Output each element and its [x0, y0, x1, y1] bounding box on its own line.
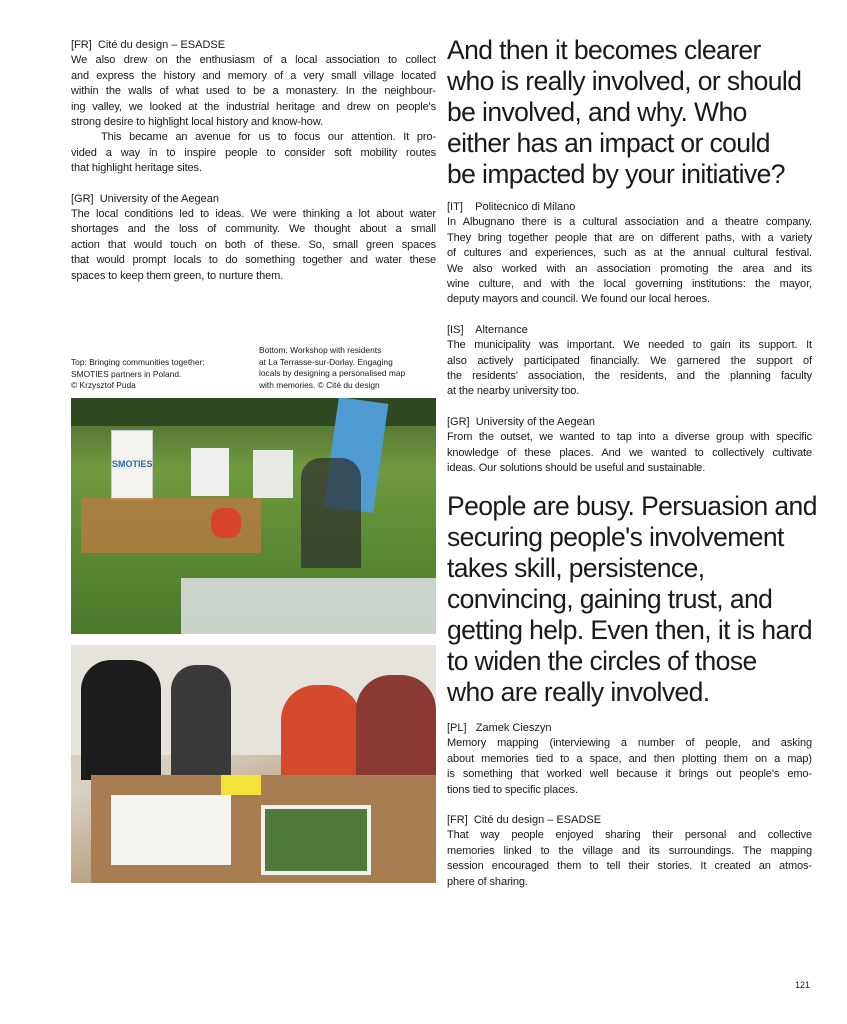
section-heading: [GR] University of the Aegean: [447, 415, 595, 428]
body-line: We also worked with an association promoting the area and its: [447, 262, 812, 275]
body-line: In Albugnano there is a cultural association and a theatre company.: [447, 216, 812, 229]
body-line: This became an avenue for us to focus our attention. It pro-: [101, 131, 436, 144]
body-line: the residents' association, the residents, and the planning faculty: [447, 370, 812, 383]
caption-line: © Krzysztof Puda: [71, 380, 136, 390]
text-block: [447, 415, 812, 477]
quote-line: be impacted by your initiative?: [447, 159, 785, 189]
body-line: They bring together people that are on different paths, with a variety: [447, 231, 812, 244]
caption-line: at La Terrasse-sur-Dorlay. Engaging: [259, 356, 393, 367]
caption-line: SMOTIES partners in Poland.: [71, 368, 182, 379]
body-line: The municipality was important. We needed to gain its support. It: [447, 339, 812, 352]
caption-line: locals by designing a personalised map: [259, 368, 406, 378]
body-line: within the walls of what used to be a monastery. In the neighbour-: [71, 85, 436, 98]
body-line: that highlight heritage sites.: [71, 162, 202, 175]
caption-line: Top: Bringing communities together:: [71, 357, 205, 367]
body-line: of cultures and experiences, such as at the annual cultural festival.: [447, 247, 812, 260]
body-line: strong desire to highlight local history and know-how.: [71, 116, 324, 129]
section-heading: [FR] Cité du design – ESADSE: [71, 39, 226, 51]
body-line: ing valley, we looked at the industrial heritage and drew on people's: [71, 100, 436, 113]
text-block: [447, 200, 812, 308]
section-heading: [GR] University of the Aegean: [71, 192, 219, 205]
body-line: ideas. Our solutions should be useful and sustainable.: [447, 462, 706, 475]
body-line: is something that worked well because it brings out people's emo-: [447, 768, 812, 781]
quote-line: securing people's involvement: [447, 522, 784, 552]
quote-line: convincing, gaining trust, and: [447, 584, 773, 614]
body-line: about memories tied to a space, and then plotting them on a map): [447, 752, 812, 765]
quote-line: either has an impact or could: [447, 128, 770, 158]
caption-line: Bottom: Workshop with residents: [259, 345, 382, 355]
body-line: session encouraged them to tell their stories. It created an atmos-: [447, 860, 812, 873]
text-block: [71, 38, 436, 177]
pull-quote-1: [447, 35, 827, 190]
body-line: knowledge of these places. And we wanted to collectively cultivate: [447, 446, 812, 459]
quote-line: who are really involved.: [447, 677, 710, 707]
body-line: That way people enjoyed sharing their personal and collective: [447, 829, 812, 842]
body-line: phere of sharing.: [447, 875, 528, 888]
quote-line: And then it becomes clearer: [447, 35, 761, 65]
quote-line: People are busy. Persuasion and: [447, 491, 817, 521]
quote-line: takes skill, persistence,: [447, 553, 705, 583]
body-line: that would prompt locals to do something together and water these: [71, 254, 436, 267]
body-line: spaces to keep them green, to nurture them.: [71, 269, 284, 282]
body-line: tions tied to specific places.: [447, 783, 578, 796]
body-line: at the nearby university too.: [447, 385, 580, 398]
caption-line: with memories. © Cité du design: [259, 379, 380, 390]
section-heading: [FR] Cité du design – ESADSE: [447, 814, 602, 827]
right-column-top: [447, 200, 812, 492]
quote-line: be involved, and why. Who: [447, 97, 747, 127]
body-line: From the outset, we wanted to tap into a diverse group with specific: [447, 431, 812, 444]
caption-bottom-photo: [259, 345, 405, 391]
quote-line: who is really involved, or should: [447, 66, 802, 96]
right-column-bottom: [447, 721, 812, 905]
body-line: also actively participated financially. We garnered the support of: [447, 354, 812, 367]
left-column: [71, 38, 436, 299]
smoties-sign: SMOTIES: [111, 430, 153, 500]
body-line: vided a way in to inspire people to consider soft mobility routes: [71, 146, 436, 159]
text-block: [447, 813, 812, 890]
section-heading: [IT] Politecnico di Milano: [447, 201, 576, 213]
body-line: action that would touch on both of these. So, small green spaces: [71, 238, 436, 251]
caption-top-photo: [71, 357, 205, 392]
section-heading: [PL] Zamek Cieszyn: [447, 722, 552, 734]
quote-line: to widen the circles of those: [447, 646, 757, 676]
body-line: shortages and the loss of community. We thought about a small: [71, 223, 436, 236]
body-line: deputy mayors and council. We found our local heroes.: [447, 293, 710, 306]
page-number: 121: [795, 980, 811, 990]
body-line: wine culture, and with the local governing institutions: the mayor,: [447, 278, 812, 291]
body-line: The local conditions led to ideas. We were thinking a lot about water: [71, 208, 436, 221]
text-block: [447, 721, 812, 798]
quote-line: getting help. Even then, it is hard: [447, 615, 812, 645]
body-line: We also drew on the enthusiasm of a local association to collect: [71, 54, 436, 67]
body-line: memories linked to the village and its surroundings. The mapping: [447, 844, 812, 857]
section-heading: [IS] Alternance: [447, 323, 528, 336]
pull-quote-2: [447, 491, 827, 708]
body-line: Memory mapping (interviewing a number of people, and asking: [447, 737, 812, 750]
photo-smoties-community-event: [71, 398, 436, 634]
body-line: and express the history and memory of a very small village located: [71, 69, 436, 82]
text-block: [71, 192, 436, 284]
photo-memory-mapping-workshop: [71, 645, 436, 883]
text-block: [447, 323, 812, 400]
